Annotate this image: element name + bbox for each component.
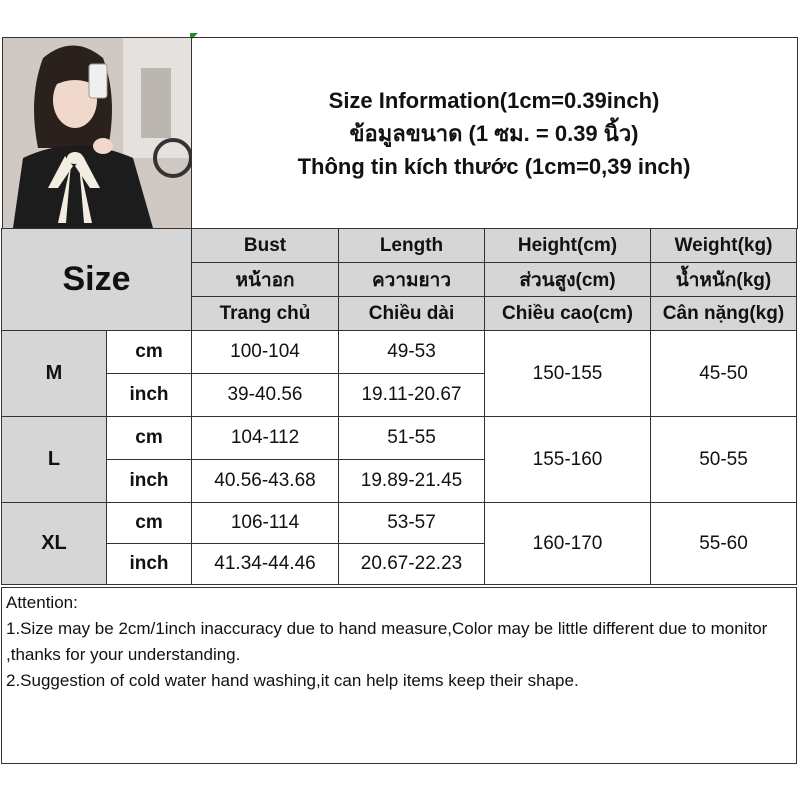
bust-inch-xl: 41.34-44.46 [192, 544, 339, 585]
height-header-en: Height(cm) [485, 229, 651, 263]
bust-cm-m: 100-104 [192, 331, 339, 374]
note-washing: 2.Suggestion of cold water hand washing,it can help items keep their shape. [6, 671, 579, 690]
weight-header-vi: Cân nặng(kg) [651, 297, 797, 331]
header-line-thai: ข้อมูลขนาด (1 ซม. = 0.39 นิ้ว) [349, 120, 639, 146]
length-header-vi: Chiều dài [339, 297, 485, 331]
notes-title: Attention: [6, 593, 78, 612]
bust-inch-l: 40.56-43.68 [192, 460, 339, 503]
bust-inch-m: 39-40.56 [192, 374, 339, 417]
model-photo-illustration [3, 38, 191, 228]
length-inch-xl: 20.67-22.23 [339, 544, 485, 585]
unit-inch: inch [107, 544, 192, 585]
size-information-header [191, 37, 798, 229]
header-line-english: Size Information(1cm=0.39inch) [328, 87, 660, 113]
size-table [1, 228, 797, 585]
height-header-vi: Chiều cao(cm) [485, 297, 651, 331]
length-header-th: ความยาว [339, 263, 485, 297]
note-size-accuracy: 1.Size may be 2cm/1inch inaccuracy due to hand measure,Color may be little different due to monitor ,thanks for your understanding. [6, 619, 768, 664]
height-header-th: ส่วนสูง(cm) [485, 263, 651, 297]
length-inch-m: 19.11-20.67 [339, 374, 485, 417]
height-m: 150-155 [485, 331, 651, 417]
bust-header-th: หน้าอก [192, 263, 339, 297]
unit-inch: inch [107, 460, 192, 503]
length-inch-l: 19.89-21.45 [339, 460, 485, 503]
weight-xl: 55-60 [651, 503, 797, 585]
bust-cm-xl: 106-114 [192, 503, 339, 544]
unit-inch: inch [107, 374, 192, 417]
length-header-en: Length [339, 229, 485, 263]
length-cm-l: 51-55 [339, 417, 485, 460]
size-column-header: Size [2, 229, 192, 331]
size-label-m: M [2, 331, 107, 417]
weight-l: 50-55 [651, 417, 797, 503]
size-label-l: L [2, 417, 107, 503]
header-line-vietnamese: Thông tin kích thước (1cm=0,39 inch) [297, 153, 691, 179]
height-xl: 160-170 [485, 503, 651, 585]
height-l: 155-160 [485, 417, 651, 503]
weight-header-en: Weight(kg) [651, 229, 797, 263]
unit-cm: cm [107, 331, 192, 374]
bust-header-vi: Trang chủ [192, 297, 339, 331]
weight-header-th: น้ำหนัก(kg) [651, 263, 797, 297]
product-photo [2, 37, 192, 229]
size-label-xl: XL [2, 503, 107, 585]
length-cm-xl: 53-57 [339, 503, 485, 544]
bust-header-en: Bust [192, 229, 339, 263]
length-cm-m: 49-53 [339, 331, 485, 374]
unit-cm: cm [107, 503, 192, 544]
attention-notes [1, 587, 797, 764]
unit-cm: cm [107, 417, 192, 460]
bust-cm-l: 104-112 [192, 417, 339, 460]
weight-m: 45-50 [651, 331, 797, 417]
